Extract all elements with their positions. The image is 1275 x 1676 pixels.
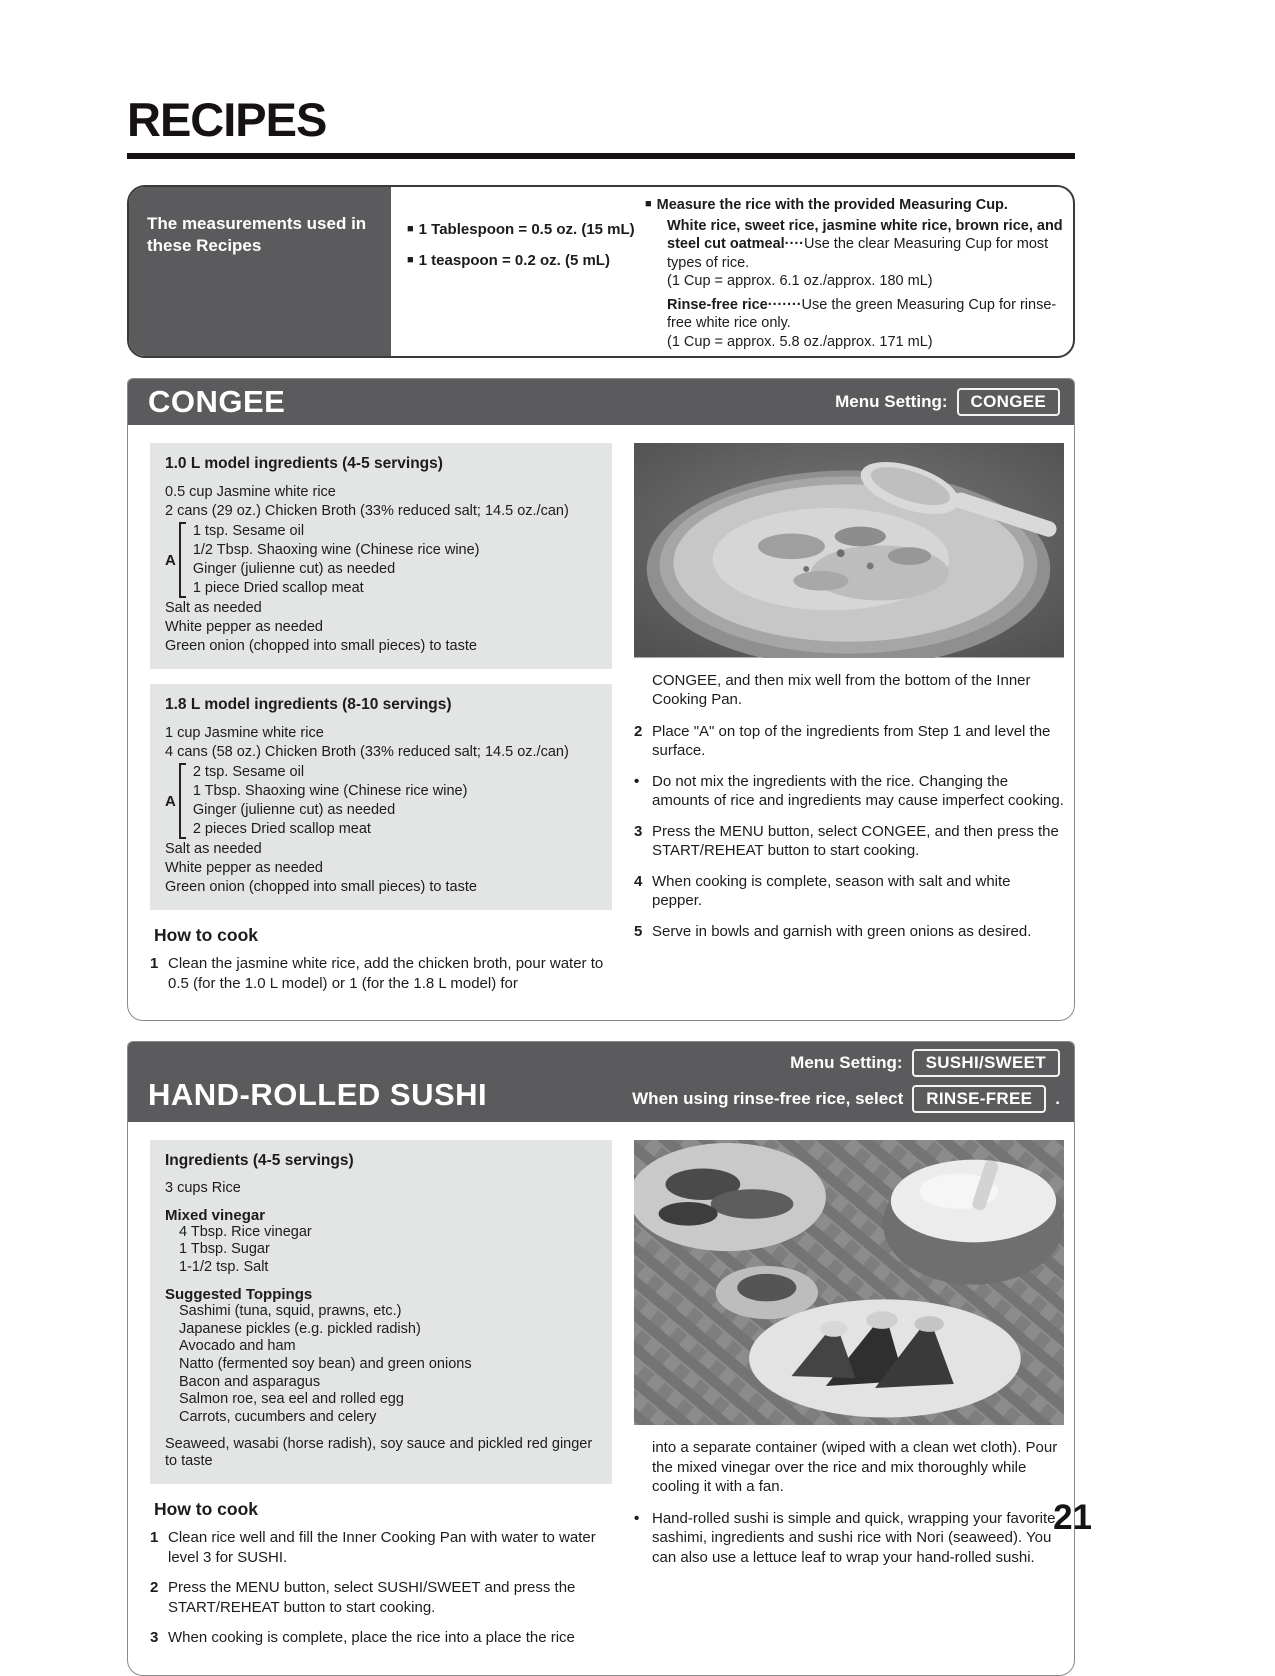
ingredient-line: 1 Tbsp. Sugar — [179, 1241, 270, 1258]
ingredient-line: Natto (fermented soy bean) and green onions — [179, 1355, 472, 1372]
congee-body — [128, 425, 1074, 1020]
congee-step-2: 2 Place "A" on top of the ingredients from Step 1 and level the surface. — [634, 722, 1051, 760]
sushi-menu-settings — [632, 1049, 1060, 1113]
ingredient-line: Ginger (julienne cut) as needed — [192, 561, 396, 578]
congee-step-5: 5 Serve in bowls and garnish with green onions as desired. — [634, 922, 1032, 940]
green-cup-note: Rinse-free rice·······Use the green Measuring Cup for rinse-free white rice only. — [667, 296, 1057, 332]
rinse-free-suffix: . — [1055, 1089, 1060, 1109]
title-divider — [127, 153, 1075, 159]
ingredient-line: 1 Tbsp. Shaoxing wine (Chinese rice wine) — [192, 783, 468, 800]
sushi-menu-value: SUSHI/SWEET — [912, 1049, 1060, 1077]
sushi-ingredients-heading: Ingredients (4-5 servings) — [165, 1152, 354, 1170]
suggested-toppings-label: Suggested Toppings — [165, 1285, 313, 1303]
tablespoon-line: ■ 1 Tablespoon = 0.5 oz. (15 mL) — [407, 221, 635, 238]
ingredient-line: Carrots, cucumbers and celery — [179, 1408, 377, 1425]
congee-step-3: 3 Press the MENU button, select CONGEE, and then press the START/REHEAT button to start cooking. — [634, 822, 1059, 860]
congee-title: CONGEE — [148, 384, 286, 420]
ingredient-line: 2 cans (29 oz.) Chicken Broth (33% reduced salt; 14.5 oz./can) — [165, 503, 569, 520]
group-a-label: A — [165, 792, 176, 810]
congee-menu-setting — [835, 388, 1060, 416]
congee-right-column — [634, 443, 1064, 1004]
ingredient-line: 0.5 cup Jasmine white rice — [165, 484, 336, 501]
sushi-step-2: 2 Press the MENU button, select SUSHI/SWEET and press the START/REHEAT button to start cooking. — [150, 1579, 576, 1616]
teaspoon-line: ■ 1 teaspoon = 0.2 oz. (5 mL) — [407, 252, 610, 269]
sushi-title: HAND-ROLLED SUSHI — [148, 1077, 488, 1113]
ingredient-line: Salmon roe, sea eel and rolled egg — [179, 1391, 404, 1408]
congee-how-to-cook-heading: How to cook — [154, 925, 259, 946]
ingredient-line: 2 tsp. Sesame oil — [192, 764, 305, 781]
congee-1L-panel — [150, 443, 612, 669]
measurements-label: The measurements used in these Recipes — [129, 187, 391, 356]
ingredient-line: Salt as needed — [165, 841, 262, 858]
bracket-icon — [179, 763, 186, 839]
ingredient-line: White pepper as needed — [165, 860, 323, 877]
sushi-photo — [634, 1140, 1064, 1425]
ingredient-line: Green onion (chopped into small pieces) to taste — [165, 638, 477, 655]
congee-section — [127, 378, 1075, 1021]
page-title: RECIPES — [127, 93, 327, 146]
congee-step-4: 4 When cooking is complete, season with salt and white pepper. — [634, 872, 1011, 910]
congee-step-1: 1 Clean the jasmine white rice, add the chicken broth, pour water to 0.5 (for the 1.0 L model) or 1 (for the 1.8 L model) for — [150, 955, 604, 992]
congee-header — [128, 379, 1074, 425]
sushi-how-to-cook-heading: How to cook — [154, 1499, 259, 1520]
clear-cup-volume: (1 Cup = approx. 6.1 oz./approx. 180 mL) — [667, 273, 933, 290]
sushi-ingredients-panel — [150, 1140, 612, 1484]
sushi-left-column — [150, 1140, 612, 1658]
sushi-header — [128, 1042, 1074, 1122]
sushi-note-bullet: • Hand-rolled sushi is simple and quick, wrapping your favorite sashimi, ingredients and sushi rice with Nori (seaweed). You can also use a lettuce leaf to wrap your hand-rolled sushi. — [634, 1509, 1056, 1566]
congee-1L-heading: 1.0 L model ingredients (4-5 servings) — [165, 455, 443, 473]
group-a-label: A — [165, 551, 176, 569]
congee-1L-group-A — [165, 522, 600, 598]
mixed-vinegar-label: Mixed vinegar — [165, 1206, 266, 1224]
congee-1.8L-group-A — [165, 763, 600, 839]
measurements-conversions — [391, 187, 643, 356]
measuring-cup-notes — [643, 187, 1073, 356]
bracket-icon — [179, 522, 186, 598]
clear-cup-note: White rice, sweet rice, jasmine white rice, brown rice, and steel cut oatmeal····Use the clear Measuring Cup for most types of rice. — [667, 217, 1063, 271]
measure-rice-title: ■ Measure the rice with the provided Measuring Cup. — [645, 197, 1008, 213]
condiments-line: Seaweed, wasabi (horse radish), soy sauce and pickled red ginger to taste — [165, 1435, 593, 1470]
ingredient-line: 1-1/2 tsp. Salt — [179, 1259, 269, 1276]
ingredient-line: 4 Tbsp. Rice vinegar — [179, 1223, 312, 1240]
ingredient-line: Ginger (julienne cut) as needed — [192, 802, 396, 819]
congee-photo — [634, 443, 1064, 658]
ingredient-line: 1 piece Dried scallop meat — [192, 580, 364, 597]
sushi-body — [128, 1122, 1074, 1674]
rinse-free-prefix: When using rinse-free rice, select — [632, 1089, 904, 1109]
ingredient-line: Bacon and asparagus — [179, 1373, 321, 1390]
ingredient-line: 1/2 Tbsp. Shaoxing wine (Chinese rice wine) — [192, 542, 480, 559]
menu-setting-label: Menu Setting: — [790, 1053, 903, 1073]
sushi-rinse-free-setting — [632, 1085, 1060, 1113]
mixed-vinegar-group — [165, 1207, 600, 1277]
ingredient-line: Sashimi (tuna, squid, prawns, etc.) — [179, 1302, 402, 1319]
ingredient-line: 4 cans (58 oz.) Chicken Broth (33% reduced salt; 14.5 oz./can) — [165, 744, 569, 761]
sushi-step-3: 3 When cooking is complete, place the rice into a place the rice — [150, 1629, 575, 1647]
congee-1.8L-heading: 1.8 L model ingredients (8-10 servings) — [165, 696, 452, 714]
sushi-section — [127, 1041, 1075, 1675]
ingredient-line: 1 cup Jasmine white rice — [165, 725, 324, 742]
sushi-right-column — [634, 1140, 1064, 1658]
rinse-free-value: RINSE-FREE — [912, 1085, 1046, 1113]
congee-left-column — [150, 443, 612, 1004]
congee-menu-value: CONGEE — [957, 388, 1060, 416]
square-bullet-icon: ■ — [645, 198, 652, 210]
ingredient-line: 3 cups Rice — [165, 1180, 241, 1197]
sushi-step-1: 1 Clean rice well and fill the Inner Cooking Pan with water to water level 3 for SUSHI. — [150, 1529, 596, 1566]
square-bullet-icon: ■ — [407, 254, 414, 266]
ingredient-line: Japanese pickles (e.g. pickled radish) — [179, 1320, 421, 1337]
menu-setting-label: Menu Setting: — [835, 392, 948, 412]
ingredient-line: Avocado and ham — [179, 1338, 296, 1355]
ingredient-line: 2 pieces Dried scallop meat — [192, 821, 371, 838]
ingredient-line: Green onion (chopped into small pieces) to taste — [165, 879, 477, 896]
congee-step-1-continuation: CONGEE, and then mix well from the bottom of the Inner Cooking Pan. — [652, 671, 1031, 709]
congee-1.8L-panel — [150, 684, 612, 910]
ingredient-line: White pepper as needed — [165, 619, 323, 636]
measurements-box — [127, 185, 1075, 358]
ingredient-line: 1 tsp. Sesame oil — [192, 523, 305, 540]
sushi-menu-setting — [790, 1049, 1060, 1077]
green-cup-volume: (1 Cup = approx. 5.8 oz./approx. 171 mL) — [667, 333, 933, 350]
sushi-step-3-continuation: into a separate container (wiped with a clean wet cloth). Pour the mixed vinegar over the rice and mix thoroughly while cooling it with a fan. — [652, 1439, 1058, 1496]
page-number: 21 — [1053, 1498, 1092, 1537]
suggested-toppings-group — [165, 1286, 600, 1427]
square-bullet-icon: ■ — [407, 223, 414, 235]
congee-note-bullet: • Do not mix the ingredients with the rice. Changing the amounts of rice and ingredients may cause imperfect cooking. — [634, 772, 1064, 810]
ingredient-line: Salt as needed — [165, 600, 262, 617]
